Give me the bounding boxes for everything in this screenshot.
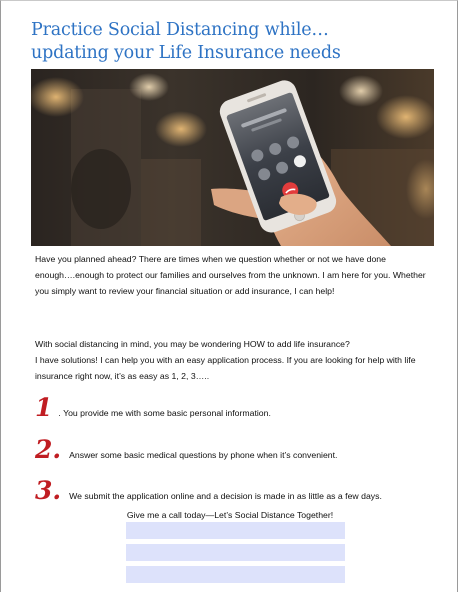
solutions-paragraph	[35, 336, 431, 384]
title-line-1: Practice Social Distancing while…	[31, 20, 329, 40]
contact-field-3[interactable]	[126, 566, 345, 583]
call-to-action: Give me a call today—Let’s Social Distance Together!	[126, 510, 334, 520]
step-number: 1	[35, 393, 53, 422]
step-1	[35, 395, 435, 420]
solutions-line-1: With social distancing in mind, you may be wondering HOW to add life insurance?	[35, 339, 350, 349]
page-title	[31, 19, 341, 65]
step-text: Answer some basic medical questions by phone when it’s convenient.	[69, 450, 338, 460]
title-line-2: updating your Life Insurance needs	[31, 43, 341, 63]
contact-field-2[interactable]	[126, 544, 345, 561]
step-text: We submit the application online and a decision is made in as little as a few days.	[69, 491, 382, 501]
solutions-line-2: I have solutions! I can help you with an easy application process. If you are looking for help with life insurance right now, it’s as easy as 1, 2, 3…..	[35, 355, 416, 381]
intro-paragraph: Have you planned ahead? There are times when we question whether or not we have done enough….enough to protect our families and ourselves from the unknown. I am here for you. Whether you simply want to review your financial situation or add insurance, I can help!	[35, 254, 426, 296]
step-number: 3.	[35, 476, 62, 505]
step-3	[35, 478, 435, 503]
step-2	[35, 437, 435, 462]
step-text: . You provide me with some basic personal information.	[58, 408, 271, 418]
contact-field-1[interactable]	[126, 522, 345, 539]
phone-call-photo	[31, 69, 434, 246]
hero-photo	[31, 69, 434, 246]
step-number: 2.	[35, 435, 62, 464]
